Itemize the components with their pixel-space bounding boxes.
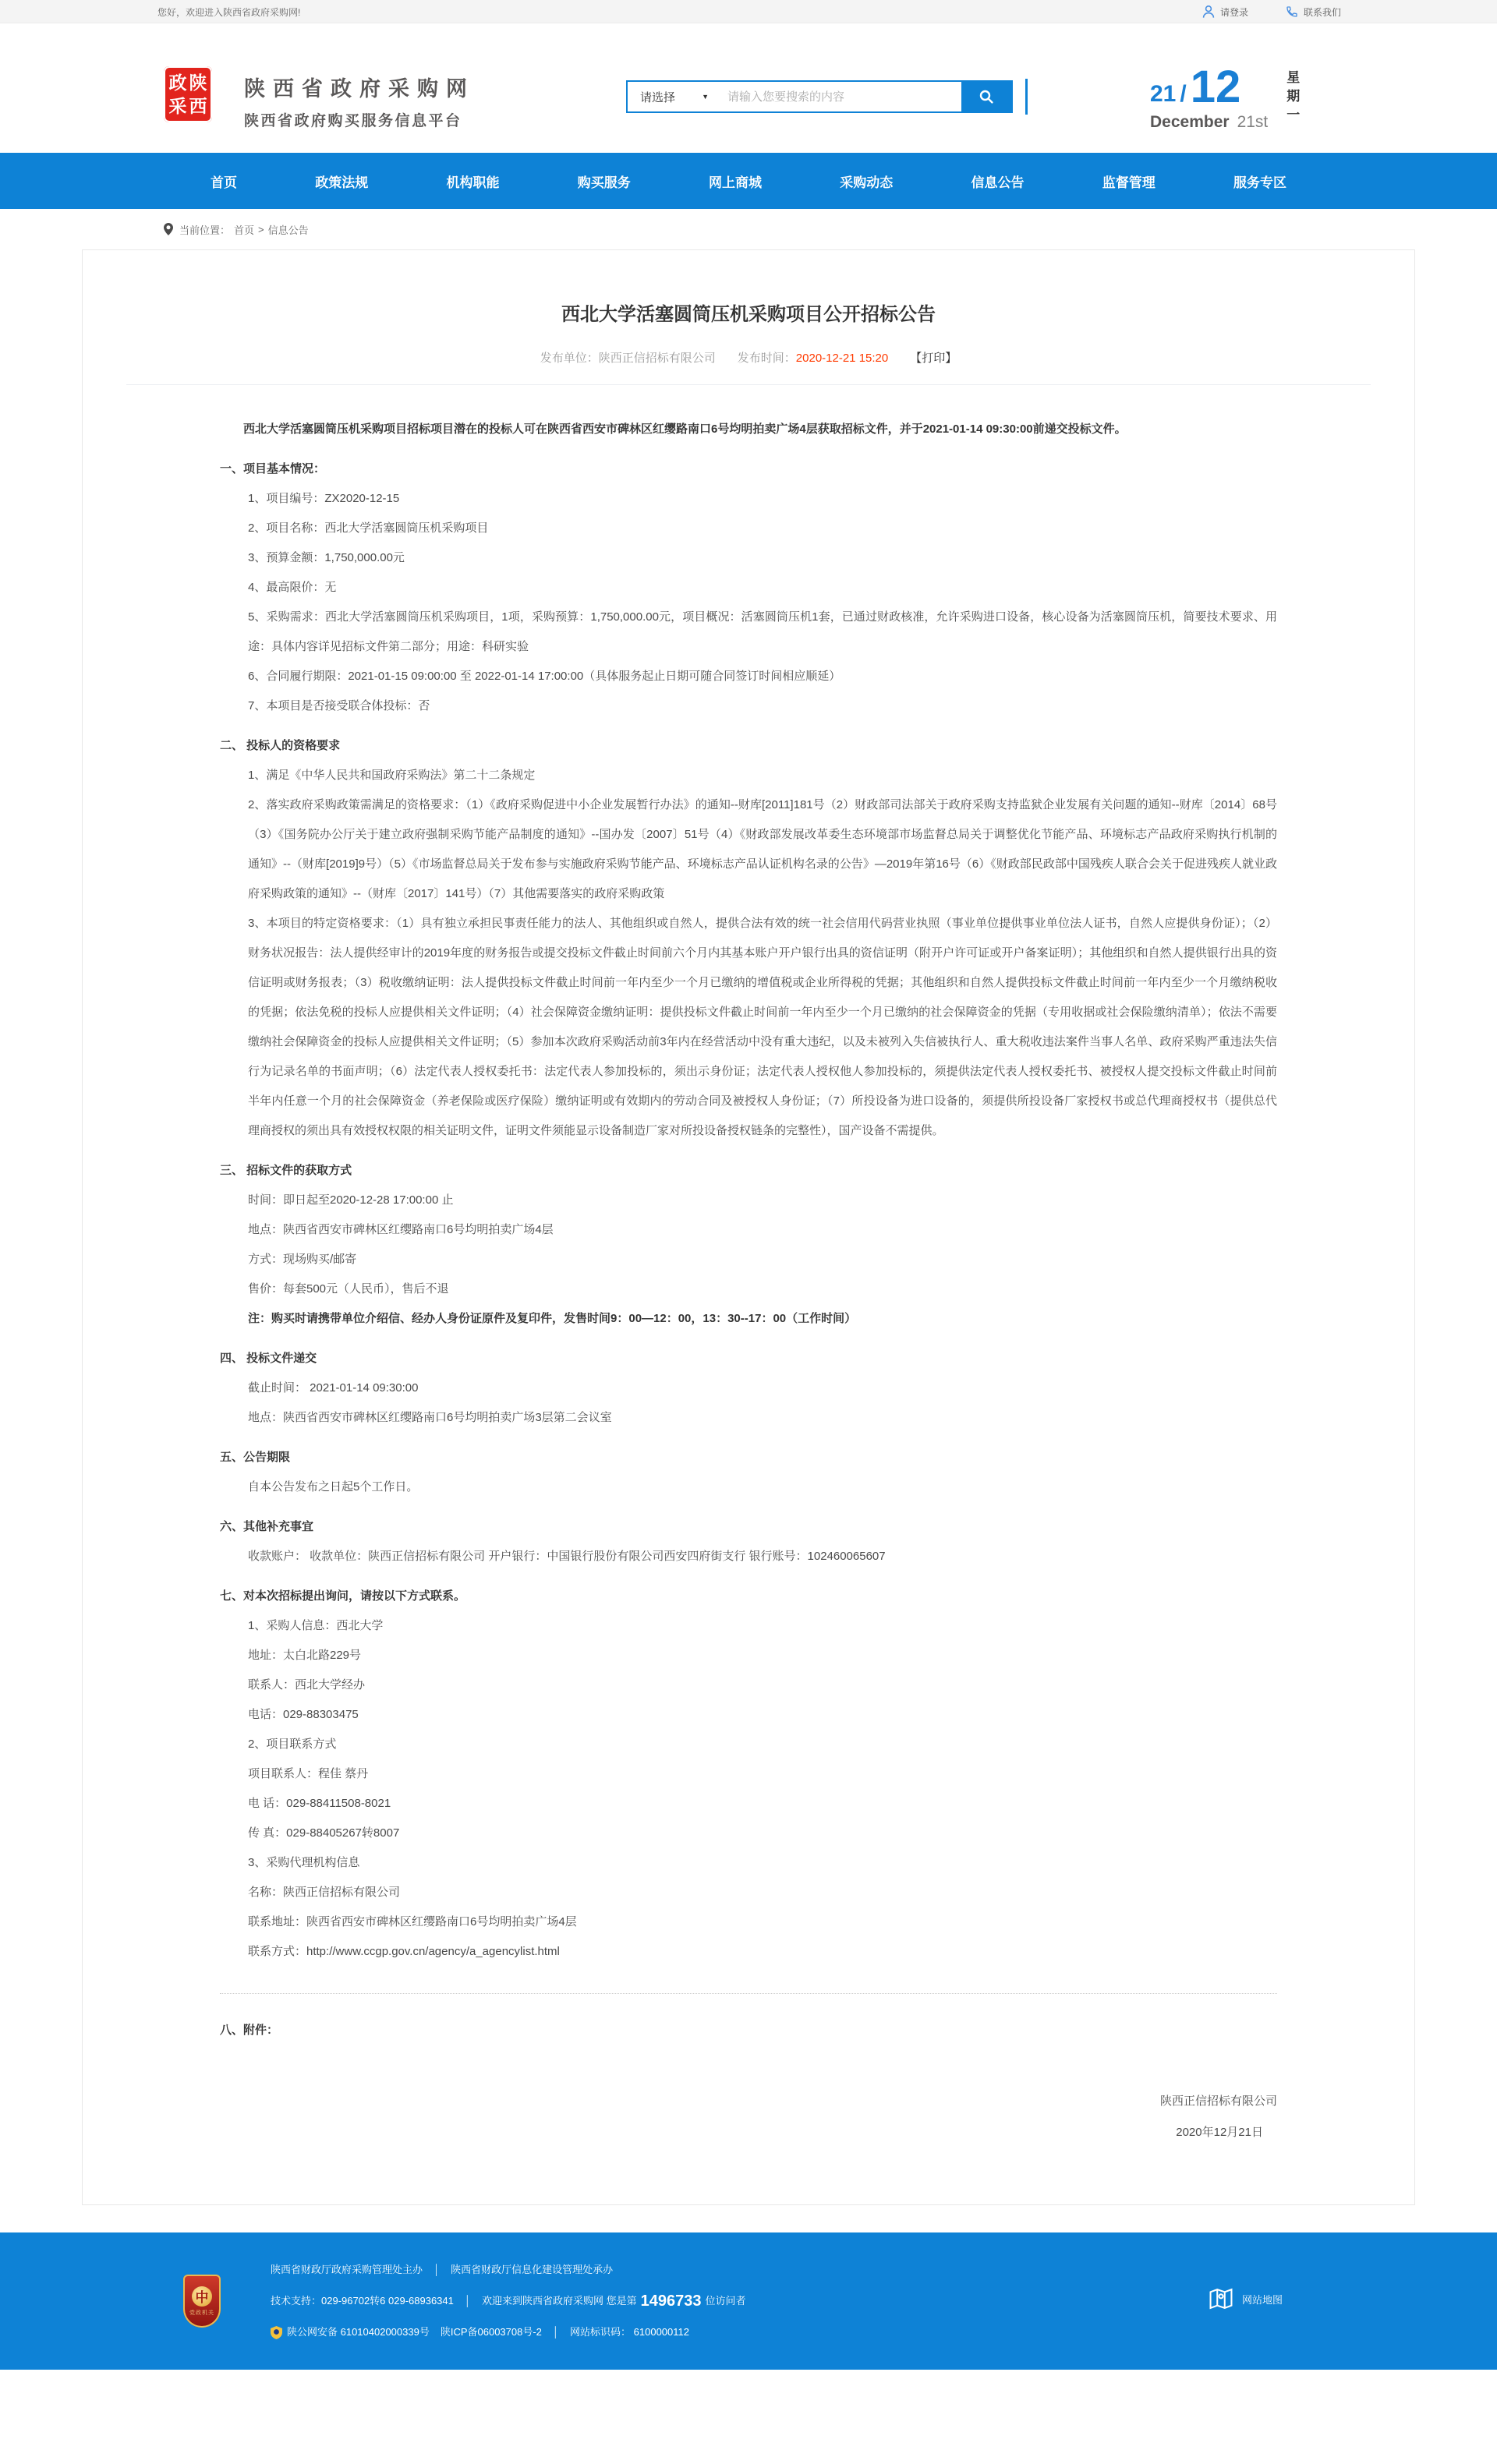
topbar [0,0,1497,23]
article-paragraph: 项目联系人：程佳 蔡丹 [248,1767,369,1780]
header-divider-bar [1025,79,1028,115]
site-header [0,23,1497,153]
article-paragraph: 联系方式：http://www.ccgp.gov.cn/agency/a_agencylist.html [248,1945,560,1958]
date-month: 12 [1190,62,1241,112]
location-pin-icon [164,223,175,235]
date-slash: / [1180,80,1187,107]
date-month-en: December [1150,112,1230,131]
logo-char: 陕 [189,72,207,93]
article-paragraph: 收款账户： 收款单位：陕西正信招标有限公司 开户银行：中国银行股份有限公司西安四府街支行 银行账号：102460065607 [248,1550,886,1563]
footer-site-id: 网站标识码： 6100000112 [570,2326,689,2338]
footer-icp-record[interactable]: 陕ICP备06003708号-2 [440,2326,542,2338]
logo-char: 采 [168,95,187,116]
footer-co-organizer: 陕西省财政厅信息化建设管理处承办 [451,2264,614,2275]
police-badge-icon [271,2326,282,2339]
map-icon [1206,2284,1236,2314]
article-paragraph: 2、项目联系方式 [248,1738,337,1751]
article-paragraph: 电 话：029-88411508-8021 [248,1797,391,1810]
date-day: 21 [1150,80,1177,107]
government-emblem-icon: 中 党政机关 [183,2275,221,2328]
search-category-select[interactable] [628,82,720,111]
date-widget [1150,62,1301,132]
breadcrumb-prefix: 当前位置： [179,224,231,236]
login-link[interactable] [1202,5,1248,19]
attachment-divider [220,1993,1277,1994]
article-paragraph: 联系人：西北大学经办 [248,1678,366,1692]
article-paragraph: 3、预算金额：1,750,000.00元 [248,551,405,564]
site-title: 陕西省政府采购网 [244,77,475,101]
article-paragraph: 4、最高限价：无 [248,581,337,594]
nav-item-0[interactable]: 首页 [211,175,237,190]
signature-date: 2020年12月21日 [1176,2126,1263,2139]
article-paragraph: 方式：现场购买/邮寄 [248,1253,357,1266]
site-logo[interactable] [164,66,212,122]
article-paragraph: 联系地址：陕西省西安市碑林区红缨路南口6号均明拍卖广场4层 [248,1915,577,1928]
breadcrumb-current[interactable]: 信息公告 [267,224,309,236]
page-title: 西北大学活塞圆筒压机采购项目公开招标公告 [561,304,936,325]
section-heading: 三、 招标文件的获取方式 [220,1164,352,1177]
logo-char: 西 [189,95,207,116]
article-paragraph: 时间：即日起至2020-12-28 17:00:00 止 [248,1193,454,1207]
user-icon [1202,5,1215,19]
search-category-label: 请选择 [640,90,676,104]
article-paragraph: 地点：陕西省西安市碑林区红缨路南口6号均明拍卖广场3层第二会议室 [248,1411,612,1424]
nav-item-8[interactable]: 服务专区 [1233,175,1286,190]
login-label: 请登录 [1219,6,1248,18]
nav-item-6[interactable]: 信息公告 [971,175,1025,190]
section-heading: 五、公告期限 [220,1451,291,1464]
section-heading: 八、附件： [220,2024,279,2037]
footer-tech-support: 技术支持：029-96702转6 029-68936341 [271,2295,454,2307]
print-button[interactable]: 【打印】 [910,352,957,365]
site-footer: 中 党政机关 陕西省财政厅政府采购管理处主办 │ 陕西省财政厅信息化建设管理处承办 技术支持：029-96702转6 029-68936341 │ 欢迎来到陕西省政府采购网 您是第 1496733 位访问者 陕公网安备 61010402000339号 陕ICP备06003708号-2 │ 网站标识码： 6100000112 网站地图 [0,2232,1497,2370]
nav-item-5[interactable]: 采购动态 [840,175,894,190]
article-paragraph: 1、项目编号：ZX2020-12-15 [248,492,400,505]
contact-link[interactable] [1286,5,1341,19]
article-paragraph: 注：购买时请携带单位介绍信、经办人身份证原件及复印件，发售时间9：00—12：00，13：30--17：00（工作时间） [248,1312,857,1325]
article-paragraph: 5、采购需求：西北大学活塞圆筒压机采购项目，1项，采购预算：1,750,000.00元，项目概况：活塞圆筒压机1套，已通过财政核准，允许采购进口设备，核心设备为活塞圆筒压机，简要技术要求、用途：具体内容详见招标文件第二部分；用途：科研实验 [248,610,1277,653]
publish-time-value: 2020-12-21 15:20 [795,352,889,365]
footer-police-record[interactable]: 陕公网安备 61010402000339号 [287,2326,430,2338]
article-paragraph: 售价：每套500元（人民币），售后不退 [248,1282,449,1296]
signature-company: 陕西正信招标有限公司 [1159,2095,1277,2108]
article-paragraph: 地址：太白北路229号 [248,1649,362,1662]
main-nav-bar [0,153,1497,209]
article-paragraph: 传 真：029-88405267转8007 [248,1826,400,1840]
search-bar [626,80,1013,113]
site-subtitle: 陕西省政府购买服务信息平台 [244,113,462,129]
article-paragraph: 1、采购人信息：西北大学 [248,1619,384,1632]
article-paragraph: 截止时间： 2021-01-14 09:30:00 [248,1381,419,1395]
article-paragraph: 西北大学活塞圆筒压机采购项目招标项目潜在的投标人可在陕西省西安市碑林区红缨路南口6号均明拍卖广场4层获取招标文件，并于2021-01-14 09:30:00前递交投标文件。 [243,422,1127,436]
section-heading: 二、 投标人的资格要求 [220,739,341,752]
article-paragraph: 自本公告发布之日起5个工作日。 [248,1480,419,1494]
sitemap-label: 网站地图 [1241,2293,1283,2306]
article-paragraph: 名称：陕西正信招标有限公司 [248,1886,401,1899]
date-day-en: 21st [1237,112,1269,131]
search-input[interactable] [720,82,961,111]
article-meta [83,349,1414,366]
article-paragraph: 地点：陕西省西安市碑林区红缨路南口6号均明拍卖广场4层 [248,1223,554,1236]
article-paragraph: 6、合同履行期限：2021-01-15 09:00:00 至 2022-01-14 17:00:00（具体服务起止日期可随合同签订时间相应顺延） [248,670,841,683]
welcome-text: 您好，欢迎进入陕西省政府采购网! [157,6,301,18]
main-nav [211,153,1286,209]
section-heading: 六、其他补充事宜 [220,1520,314,1533]
breadcrumb-separator: > [258,223,264,235]
footer-organizer: 陕西省财政厅政府采购管理处主办 [271,2264,423,2275]
breadcrumb [164,209,1497,249]
chevron-down-icon: ▼ [702,93,709,101]
announcement-card [82,249,1415,2205]
sitemap-link[interactable] [1206,2284,1283,2314]
breadcrumb-home[interactable]: 首页 [234,224,255,236]
publisher-label: 发布单位： [540,352,599,365]
search-button[interactable] [961,82,1011,111]
article-paragraph: 2、落实政府采购政策需满足的资格要求：（1）《政府采购促进中小企业发展暂行办法》的通知--财库[2011]181号（2）财政部司法部关于政府采购支持监狱企业发展有关问题的通知--财库〔2014〕68号（3）《国务院办公厅关于建立政府强制采购节能产品制度的通知》--国办发〔2007〕51号（4）《财政部发展改革委生态环境部市场监督总局关于调整优化节能产品、环境标志产品政府采购执行机制的通知》--（财库[2019]9号）（5）《市场监督总局关于发布参与实施政府采购节能产品、环境标志产品认证机构名录的公告》—2019年第16号（6）《财政部民政部中国残疾人联合会关于促进残疾人就业政府采购政策的通知》--（财库〔2017〕141号）（7）其他需要落实的政府采购政策 [248,798,1277,900]
publish-time-label: 发布时间： [737,352,796,365]
nav-item-3[interactable]: 购买服务 [577,175,631,190]
article-paragraph: 7、本项目是否接受联合体投标：否 [248,699,430,712]
search-icon [979,89,994,104]
section-heading: 四、 投标文件递交 [220,1352,317,1365]
nav-item-2[interactable]: 机构职能 [446,175,500,190]
publisher-value: 陕西正信招标有限公司 [598,352,716,365]
logo-char: 政 [168,72,187,93]
nav-item-4[interactable]: 网上商城 [709,175,762,190]
section-heading: 一、项目基本情况： [220,462,326,475]
article-paragraph: 3、本项目的特定资格要求：（1）具有独立承担民事责任能力的法人、其他组织或自然人，提供合法有效的统一社会信用代码营业执照（事业单位提供事业单位法人证书，自然人应提供身份证）；（2）财务状况报告：法人提供经审计的2019年度的财务报告或提交投标文件截止时间前六个月内其基本账户开户银行出具的资信证明（附开户许可证或开户备案证明）；其他组织和自然人提供银行出具的资信证明或财务报表；（3）税收缴纳证明：法人提供投标文件截止时间前一年内至少一个月已缴纳的增值税或企业所得税的凭据；其他组织和自然人提供投标文件截止时间前一年内至少一个月缴纳税收的凭据；依法免税的投标人应提供相关文件证明；（4）社会保障资金缴纳证明：提供投标文件截止时间前一年内至少一个月已缴纳的社会保障资金的凭据（专用收据或社会保险缴纳清单）；依法不需要缴纳社会保障资金的投标人应提供相关文件证明；（5）参加本次政府采购活动前3年内在经营活动中没有重大违纪，以及未被列入失信被执行人、重大税收违法案件当事人名单、政府采购严重违法失信行为记录名单的书面声明；（6）法定代表人授权委托书：法定代表人参加投标的，须出示身份证；法定代表人授权他人参加投标的，须提供法定代表人授权委托书、被授权人提交投标文件截止时间前半年内任意一个月的社会保障资金（养老保险或医疗保险）缴纳证明或有效期内的劳动合同及被授权人身份证；（7）所投设备为进口设备的，须提供所投设备厂家授权书或总代理商授权书（提供总代理商授权的须出具有效授权权限的相关证明文件，证明文件须能显示设备制造厂家对所投设备授权链条的完整性），国产设备不需提供。 [248,917,1277,1137]
contact-label: 联系我们 [1303,6,1341,18]
article-paragraph: 2、项目名称：西北大学活塞圆筒压机采购项目 [248,521,489,535]
nav-item-1[interactable]: 政策法规 [315,175,369,190]
footer-welcome: 欢迎来到陕西省政府采购网 您是第 [482,2295,637,2307]
article-paragraph: 电话：029-88303475 [248,1708,359,1721]
nav-item-7[interactable]: 监督管理 [1102,175,1155,190]
section-heading: 七、对本次招标提出询问，请按以下方式联系。 [220,1589,466,1603]
visitor-count: 1496733 [640,2293,702,2310]
weekday-label: 星期一 [1284,70,1300,126]
footer-visitor-suffix: 位访问者 [705,2295,746,2307]
article-body [83,385,1414,2045]
signature-block [83,2086,1414,2148]
article-paragraph: 3、采购代理机构信息 [248,1856,360,1869]
article-paragraph: 1、满足《中华人民共和国政府采购法》第二十二条规定 [248,769,536,782]
phone-icon [1286,5,1298,18]
